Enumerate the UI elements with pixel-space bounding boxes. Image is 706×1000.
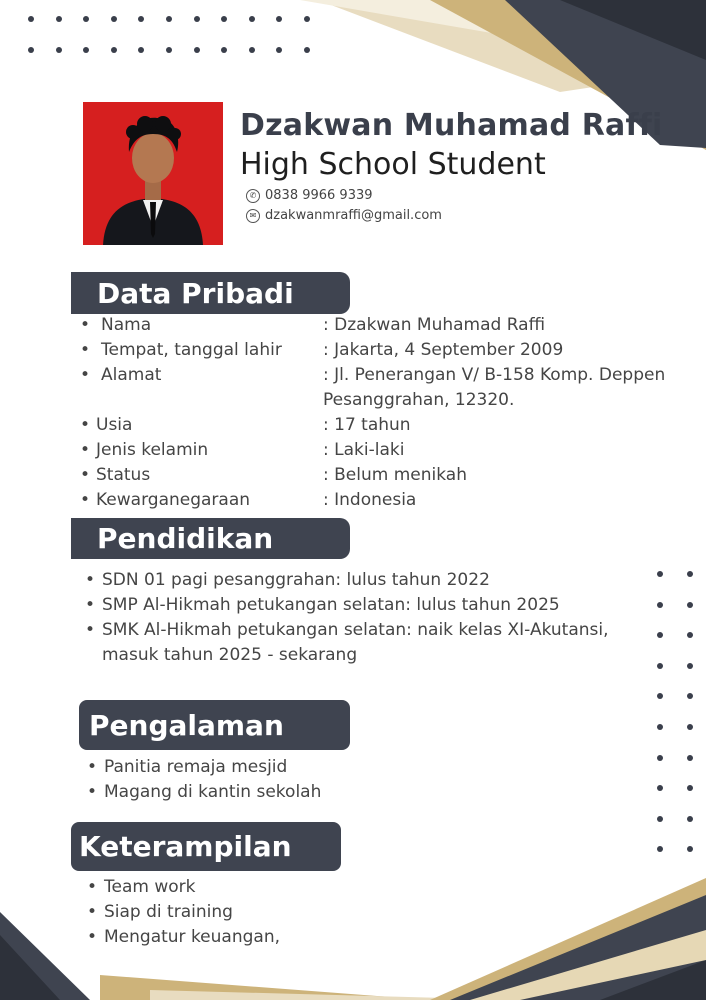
decorative-dot — [657, 663, 663, 669]
decorative-dot — [221, 47, 227, 53]
personal-label-address: Alamat — [101, 365, 162, 385]
section-title-education: Pendidikan — [71, 518, 350, 559]
personal-label-gender: Jenis kelamin — [96, 440, 209, 460]
phone-row — [246, 188, 373, 203]
personal-label-nationality: Kewarganegaraan — [96, 490, 251, 510]
email-icon: ✉ — [246, 209, 260, 223]
skill-item: Siap di training — [104, 902, 233, 922]
education-item: SDN 01 pagi pesanggrahan: lulus tahun 2022 — [102, 570, 490, 590]
section-title-skills: Keterampilan — [71, 822, 341, 871]
bullet: • — [85, 595, 96, 615]
decorative-dot — [657, 632, 663, 638]
personal-value-name: : Dzakwan Muhamad Raffi — [323, 315, 546, 335]
decorative-dot — [304, 47, 310, 53]
decorative-dot — [687, 693, 693, 699]
education-item-line2: masuk tahun 2025 - sekarang — [102, 645, 358, 665]
bullet: • — [80, 465, 91, 485]
decorative-dot — [83, 47, 89, 53]
bullet: • — [85, 620, 96, 640]
full-name: Dzakwan Muhamad Raffi — [240, 108, 663, 143]
personal-label-birth: Tempat, tanggal lahir — [101, 340, 282, 360]
section-title-personal: Data Pribadi — [71, 272, 350, 314]
decorative-dot — [83, 16, 89, 22]
experience-item: Magang di kantin sekolah — [104, 782, 322, 802]
personal-value-gender: : Laki-laki — [323, 440, 405, 460]
profile-photo — [83, 102, 223, 245]
personal-value-birth: : Jakarta, 4 September 2009 — [323, 340, 564, 360]
decorative-dot — [56, 47, 62, 53]
email-address: dzakwanmraffi@gmail.com — [265, 208, 442, 223]
personal-value-address-line2: Pesanggrahan, 12320. — [323, 390, 515, 410]
decorative-dot — [304, 16, 310, 22]
decorative-dot — [138, 16, 144, 22]
bullet: • — [80, 340, 91, 360]
personal-value-age: : 17 tahun — [323, 415, 411, 435]
bullet: • — [87, 782, 98, 802]
decorative-dot — [687, 724, 693, 730]
education-item: SMK Al-Hikmah petukangan selatan: naik kelas XI-Akutansi, — [102, 620, 609, 640]
personal-value-nationality: : Indonesia — [323, 490, 417, 510]
decorative-dot — [687, 816, 693, 822]
decorative-dot — [657, 755, 663, 761]
decorative-dot — [687, 632, 693, 638]
decorative-dot — [28, 16, 34, 22]
decorative-dot — [657, 571, 663, 577]
decorative-dot — [687, 755, 693, 761]
bullet: • — [80, 440, 91, 460]
personal-label-age: Usia — [96, 415, 133, 435]
decorative-dot — [28, 47, 34, 53]
bullet: • — [80, 415, 91, 435]
personal-value-address: : Jl. Penerangan V/ B-158 Komp. Deppen — [323, 365, 666, 385]
decorative-dot — [657, 846, 663, 852]
phone-number: 0838 9966 9339 — [265, 188, 373, 203]
decorative-dot — [657, 724, 663, 730]
bullet: • — [87, 877, 98, 897]
decorative-dot — [194, 16, 200, 22]
decorative-dot — [166, 47, 172, 53]
decorative-dot — [657, 785, 663, 791]
skill-item: Team work — [104, 877, 196, 897]
personal-value-status: : Belum menikah — [323, 465, 467, 485]
experience-item: Panitia remaja mesjid — [104, 757, 288, 777]
decorative-dot — [687, 602, 693, 608]
decorative-dot — [687, 785, 693, 791]
dot-grid-right — [640, 560, 706, 860]
phone-icon: ✆ — [246, 189, 260, 203]
decorative-dot — [221, 16, 227, 22]
job-title: High School Student — [240, 147, 546, 182]
decorative-dot — [56, 16, 62, 22]
dot-grid-top — [0, 0, 330, 60]
email-row — [246, 208, 442, 223]
bullet: • — [80, 490, 91, 510]
section-title-experience: Pengalaman — [79, 700, 350, 750]
bullet: • — [85, 570, 96, 590]
decorative-dot — [249, 47, 255, 53]
skill-item: Mengatur keuangan, — [104, 927, 280, 947]
decorative-dot — [687, 663, 693, 669]
decorative-dot — [657, 816, 663, 822]
personal-label-name: Nama — [101, 315, 152, 335]
decorative-dot — [276, 16, 282, 22]
decorative-dot — [111, 47, 117, 53]
decorative-dot — [657, 693, 663, 699]
decorative-dot — [166, 16, 172, 22]
decorative-dot — [249, 16, 255, 22]
bullet: • — [80, 315, 91, 335]
bullet: • — [80, 365, 91, 385]
decorative-dot — [111, 16, 117, 22]
decorative-dot — [687, 571, 693, 577]
decorative-dot — [194, 47, 200, 53]
bullet: • — [87, 927, 98, 947]
decorative-dot — [276, 47, 282, 53]
decorative-dot — [138, 47, 144, 53]
bullet: • — [87, 902, 98, 922]
bullet: • — [87, 757, 98, 777]
decorative-dot — [687, 846, 693, 852]
education-item: SMP Al-Hikmah petukangan selatan: lulus tahun 2025 — [102, 595, 560, 615]
personal-label-status: Status — [96, 465, 151, 485]
decorative-dot — [657, 602, 663, 608]
